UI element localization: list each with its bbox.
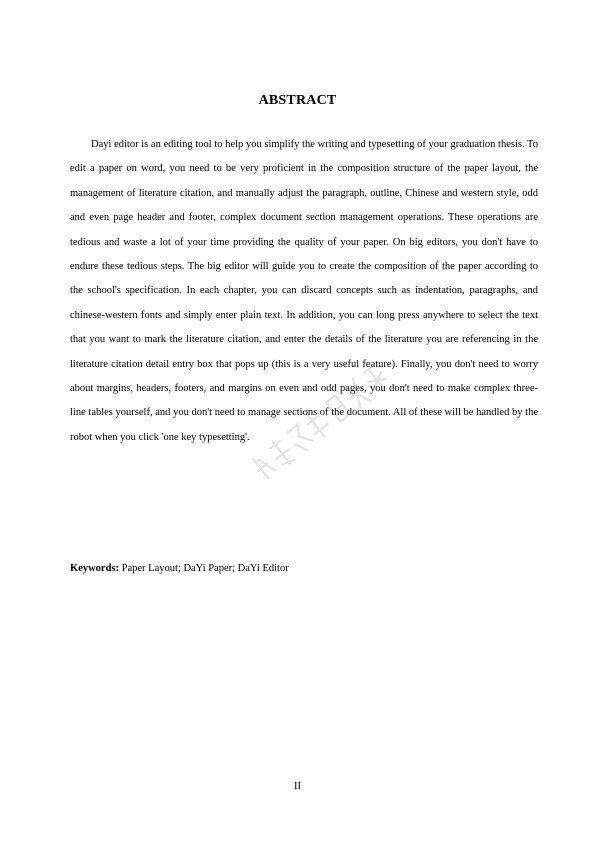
- keywords-label: Keywords:: [70, 563, 119, 574]
- keywords-value: Paper Layout; DaYi Paper; DaYi Editor: [121, 563, 289, 574]
- page-number: II: [294, 781, 301, 792]
- abstract-title: ABSTRACT: [258, 93, 337, 108]
- keywords-line: [70, 560, 538, 578]
- abstract-body: Dayi editor is an editing tool to help you simplify the writing and typesetting of your graduation thesis. To edit a paper on word, you need to be very proficient in the composition structure of the paper layout, the management of literature citation, and manually adjust the paragraph, outline, Chinese and western style, odd and even page header and footer, complex document section management operations. These operations are tedious and waste a lot of your time providing the quality of your paper. On big editors, you don't have to endure these tedious steps. The big editor will guide you to create the composition of the paper according to the school's specification. In each chapter, you can discard concepts such as indentation, paragraphs, and chinese-western fonts and simply enter plain text. In addition, you can long press anywhere to select the text that you want to mark the literature citation, and enter the details of the literature you are referencing in the literature citation detail entry box that pops up (this is a very useful feature). Finally, you don't need to worry about margins, headers, footers, and margins on even and odd pages, you don't need to make complex three-line tables yourself, and you don't need to manage sections of the document. All of these will be handled by the robot when you click 'one key typesetting'.: [70, 139, 538, 443]
